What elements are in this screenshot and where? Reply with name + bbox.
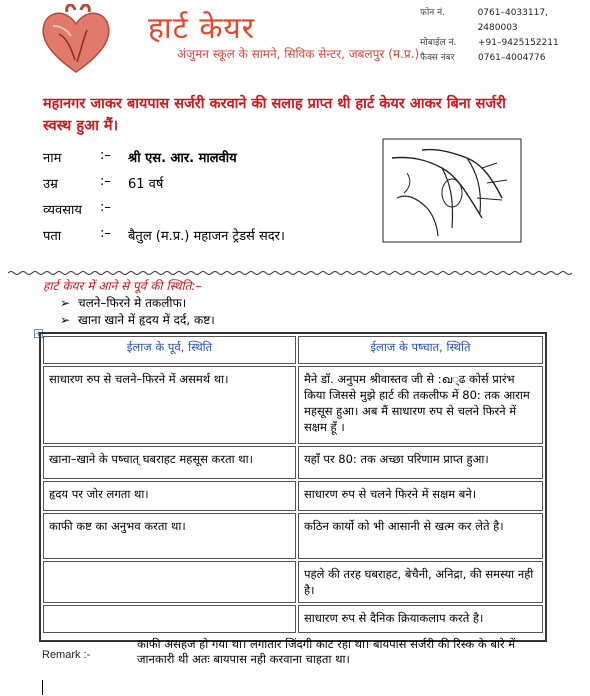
table-row [43, 561, 543, 603]
field-label: व्यवसाय [43, 203, 82, 218]
clinic-address: अंजुमन स्कूल के सामने, सिविक सेन्टर, जबलपुर (म.प्र.) [177, 47, 420, 61]
table-cell [43, 605, 296, 633]
field-label: पता [43, 229, 62, 244]
table-cell: साधारण रुप से दैनिक क्रियाकलाप करते है। [298, 605, 543, 633]
heart-logo-icon [37, 4, 115, 76]
before-condition-title: हार्ट केयर में आने से पूर्व की स्थिति:– [43, 279, 202, 293]
table-header-row [43, 336, 543, 364]
table-cell: हृदय पर जोर लगता था। [43, 481, 296, 511]
table-header-after: ईलाज के पष्चात, स्थिति [298, 336, 543, 364]
contact-label: फोन नं. [420, 8, 445, 18]
brand-name: हार्ट केयर [148, 11, 256, 46]
text-cursor [42, 680, 43, 695]
table-row [43, 481, 543, 511]
contact-mobile [420, 36, 590, 51]
bullet-text: चलने–फिरने मे तकलीफ। [78, 296, 187, 310]
table-cell [43, 561, 296, 603]
contact-label: फैक्स नंबर [420, 53, 455, 63]
comparison-table [39, 332, 547, 642]
list-item [60, 294, 186, 311]
table-cell: मैने डॉ. अनुपम श्रीवास्तव जी से :ഖ्ढ कोर्स प्रारंभ किया जिससे मुझे हार्ट की तकलीफ में 80: तक आराम महसूस हुआ। अब मैं साधारण रुप से चलने फिरने में सक्षम हूँ । [298, 366, 543, 444]
contact-label: मोबाईल नं. [420, 38, 457, 48]
table-cell: कठिन कार्यो को भी आसानी से खत्म कर लेते है। [298, 513, 543, 559]
field-value: 61 वर्ष [128, 177, 164, 192]
contact-phone [420, 6, 590, 36]
field-separator: :– [100, 174, 111, 189]
table-move-handle-icon[interactable]: + [35, 329, 42, 338]
field-value: श्री एस. आर. मालवीय [128, 151, 237, 166]
field-value: बैतुल (म.प्र.) महाजन ट्रेडर्स सदर। [128, 229, 285, 244]
contact-value: 0761–4033117, 2480003 [477, 8, 548, 33]
contact-value: 0761–4004776 [478, 53, 546, 63]
table-cell: खाना–खाने के पष्चात् घबराहट महसूस करता था। [43, 446, 296, 479]
field-label: नाम [43, 151, 62, 166]
contact-value: +91–9425152211 [478, 38, 559, 48]
contact-block [420, 6, 590, 66]
remark-text: काफी असहज हो गया था। लगातार जिंदगी काट रहा था। बायपास सर्जरी की रिस्क के बारे में जानकारी थी अतः बायपास नही करवाना चाहता था। [137, 637, 516, 666]
remark-label: Remark :- [42, 649, 91, 661]
field-label: उम्र [43, 177, 58, 192]
table-cell: काफी कष्ट का अनुभव करता था। [43, 513, 296, 559]
table-row [43, 446, 543, 479]
section-divider [8, 261, 573, 267]
contact-fax [420, 51, 590, 66]
table-cell: साधारण रुप से चलने–फिरने में असमर्थ था। [43, 366, 296, 444]
arrow-bullet-icon: ➢ [60, 313, 71, 327]
table-cell: यहाँ पर 80: तक अच्छा परिणाम प्राप्त हुआ। [298, 446, 543, 479]
table-row [43, 366, 543, 444]
bullet-text: खाना खाने में हृदय में दर्द, कष्ट। [78, 313, 215, 327]
table-row [43, 605, 543, 633]
testimonial-headline: महानगर जाकर बायपास सर्जरी करवाने की सलाह प्राप्त थी हार्ट केयर आकर बिना सर्जरी स्वस्थ हुआ मैं। [43, 96, 506, 134]
angiogram-diagram [382, 138, 522, 243]
table-header-before: ईलाज के पूर्व, स्थिति [43, 336, 296, 364]
table-cell: साधारण रुप से चलने फिरने में सक्षम बने। [298, 481, 543, 511]
arrow-bullet-icon: ➢ [60, 296, 71, 310]
field-separator: :– [100, 148, 111, 163]
table-row [43, 513, 543, 559]
table-cell: पहले की तरह घबराहट, बेचैनी, अनिद्रा, की समस्या नही है। [298, 561, 543, 603]
field-separator: :– [100, 200, 111, 215]
field-separator: :– [100, 226, 111, 241]
list-item [60, 311, 215, 328]
